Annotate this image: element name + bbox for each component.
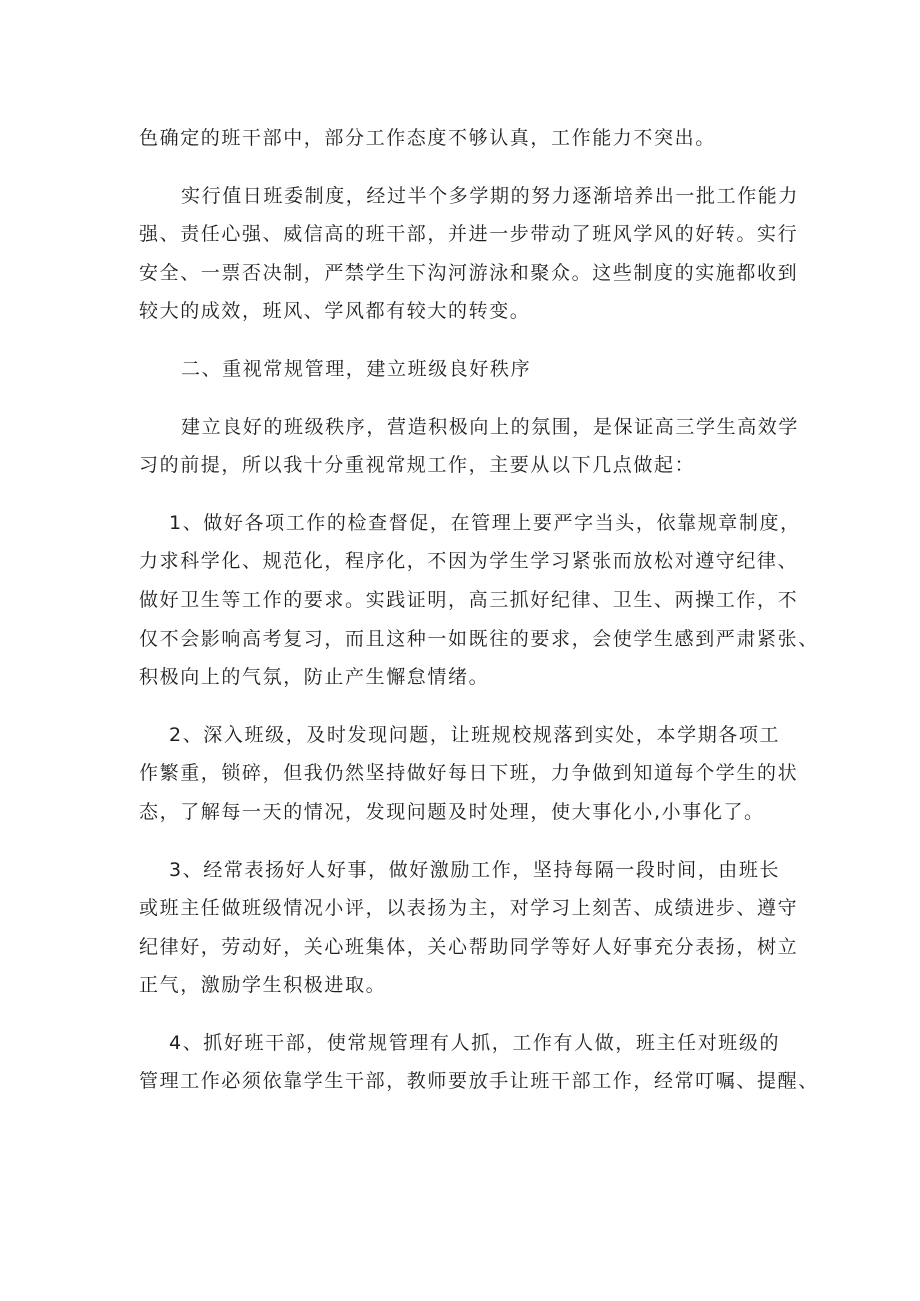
text-line: 习的前提，所以我十分重视常规工作，主要从以下几点做起：	[139, 454, 696, 477]
paragraph-1	[139, 177, 800, 331]
text-line: 3、经常表扬好人好事，做好激励工作，坚持每隔一段时间，由班长	[169, 858, 781, 881]
text-line: 色确定的班干部中，部分工作态度不够认真，工作能力不突出。	[139, 127, 716, 149]
text-line: 较大的成效，班风、学风都有较大的转变。	[139, 300, 531, 323]
text-line: 仅不会影响高考复习，而且这种一如既往的要求，会使学生感到严肃紧张、	[139, 627, 819, 650]
text-line: 力求科学化、规范化，程序化，不因为学生学习紧张而放松对遵守纪律、	[139, 550, 799, 573]
text-line: 4、抓好班干部，使常规管理有人抓，工作有人做，班主任对班级的	[169, 1031, 781, 1054]
paragraph-5	[139, 716, 799, 832]
text-line: 二、重视常规管理，建立班级良好秩序	[181, 357, 532, 380]
text-line: 正气，激励学生积极进取。	[139, 974, 387, 997]
text-line: 强、责任心强、威信高的班干部，并进一步带动了班风学风的好转。实行	[139, 223, 799, 246]
document-body	[139, 119, 819, 1101]
text-line: 态，了解每一天的情况，发现问题及时处理，使大事化小,小事化了。	[139, 800, 765, 823]
paragraph-4	[139, 504, 819, 697]
text-line: 做好卫生等工作的要求。实践证明，高三抓好纪律、卫生、两操工作，不	[139, 588, 799, 611]
text-line: 1、做好各项工作的检查督促，在管理上要严字当头，依靠规章制度，	[169, 511, 801, 534]
text-line: 作繁重，锁碎，但我仍然坚持做好每日下班，力争做到知道每个学生的状	[139, 762, 799, 785]
paragraph-6	[139, 851, 799, 1005]
paragraph-0	[139, 119, 789, 158]
text-line: 2、深入班级，及时发现问题，让班规校规落到实处，本学期各项工	[169, 723, 781, 746]
section-heading	[139, 350, 789, 389]
text-line: 或班主任做班级情况小评，以表扬为主，对学习上刻苦、成绩进步、遵守	[139, 897, 799, 920]
paragraph-7	[139, 1024, 819, 1101]
paragraph-3	[139, 408, 800, 485]
text-line: 管理工作必须依靠学生干部，教师要放手让班干部工作，经常叮嘱、提醒、	[139, 1070, 819, 1093]
text-line: 建立良好的班级秩序，营造积极向上的氛围，是保证高三学生高效学	[181, 415, 800, 438]
text-line: 积极向上的气氛，防止产生懈怠情绪。	[139, 666, 490, 689]
text-line: 实行值日班委制度，经过半个多学期的努力逐渐培养出一批工作能力	[181, 184, 800, 207]
text-line: 安全、一票否决制，严禁学生下沟河游泳和聚众。这些制度的实施都收到	[139, 261, 799, 284]
text-line: 纪律好，劳动好，关心班集体，关心帮助同学等好人好事充分表扬，树立	[139, 935, 799, 958]
